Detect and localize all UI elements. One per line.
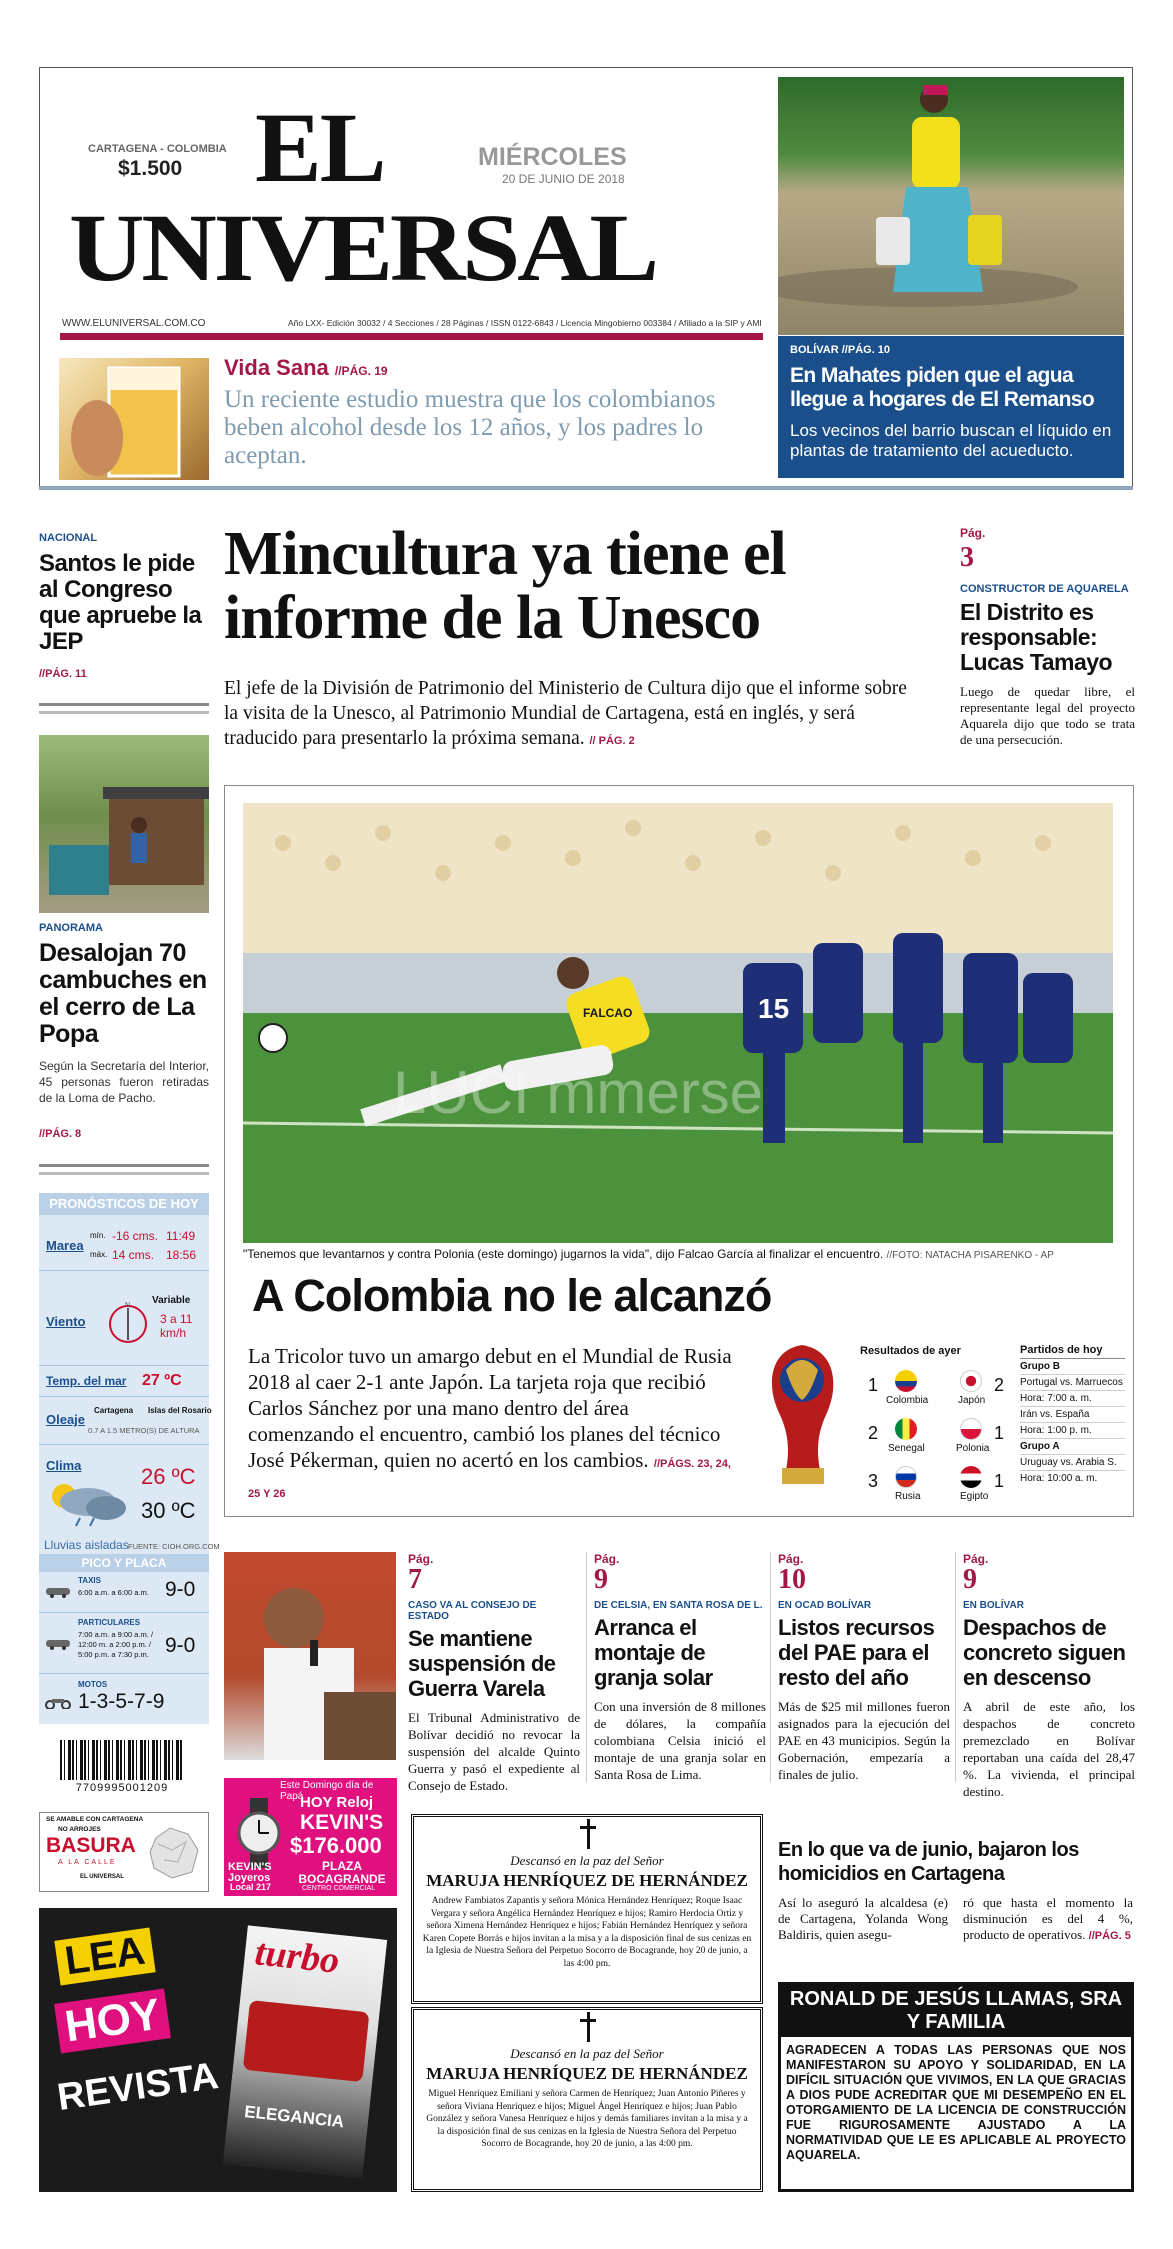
away-score-2: 1 xyxy=(994,1423,1005,1443)
homicidios-col1: Así lo aseguró la alcaldesa (e) de Cartagena, Yolanda Wong Baldiris, quien asegu- xyxy=(778,1895,948,1942)
right-headline[interactable]: El Distrito es responsable: Lucas Tamayo xyxy=(960,599,1113,675)
watch-icon xyxy=(232,1798,286,1868)
left-rule-2 xyxy=(39,711,209,714)
kevins-plaza: PLAZA BOCAGRANDE xyxy=(298,1859,386,1886)
magazine-cover xyxy=(223,1925,387,2178)
panorama-headline[interactable]: Desalojan 70 cambuches en el cerro de La Popa xyxy=(39,939,207,1048)
result-row-1 xyxy=(860,1365,1008,1409)
basura-line3: A LA CALLE xyxy=(58,1859,117,1866)
car-icon xyxy=(44,1636,72,1650)
marea-max-label: máx. xyxy=(90,1250,108,1259)
marea-label: Marea xyxy=(46,1238,84,1253)
obituary1-rest: Descansó en la paz del Señor xyxy=(510,1853,664,1868)
main-page[interactable]: // PÁG. 2 xyxy=(589,735,635,747)
story3-pag: 10 xyxy=(778,1564,806,1595)
forecast-source: FUENTE: CIOH.ORG.COM xyxy=(128,1542,220,1551)
fixture-2: Irán vs. España xyxy=(1020,1407,1125,1423)
motorcycle-icon xyxy=(44,1695,72,1709)
cross-icon-2 xyxy=(578,2012,598,2042)
crumpled-paper-icon xyxy=(148,1824,202,1882)
story4-kicker: EN BOLÍVAR xyxy=(963,1600,1024,1611)
viento-label: Viento xyxy=(46,1314,86,1329)
story1-headline: Se mantiene suspensión de Guerra Varela xyxy=(408,1626,556,1701)
pico-divider-2 xyxy=(39,1673,209,1674)
bottom-story-2[interactable] xyxy=(594,1552,766,1783)
obituary-2 xyxy=(411,2007,763,2192)
kevins-centro: CENTRO COMERCIAL xyxy=(302,1885,376,1892)
revista-word-1: LEA xyxy=(54,1928,155,1986)
fixture-3-time: Hora: 10:00 a. m. xyxy=(1020,1473,1098,1484)
nacional-headline[interactable]: Santos le pide al Congreso que apruebe la JEP xyxy=(39,550,202,655)
kevins-ad[interactable] xyxy=(224,1778,397,1896)
jersey-name: FALCAO xyxy=(583,1006,633,1020)
masthead-el: EL xyxy=(255,92,385,203)
viento-state: Variable xyxy=(152,1295,191,1306)
right-text: Luego de quedar libre, el representante legal del proyecto Aquarela dijo que todo se trata de una persecución. xyxy=(960,684,1135,747)
homicidios-page[interactable]: //PÁG. 5 xyxy=(1088,1930,1131,1942)
particulares-label: PARTICULARES xyxy=(78,1618,141,1627)
marea-divider xyxy=(39,1270,209,1271)
russia-flag-icon xyxy=(895,1466,917,1488)
story1-text: El Tribunal Administrativo de Bolívar decidió no revocar la suspensión del alcalde Quinto Guerra y pasó el expediente al Consejo de Estado. xyxy=(408,1710,580,1793)
obituary1-name: MARUJA HENRÍQUEZ DE HERNÁNDEZ xyxy=(426,1871,748,1890)
masthead-universal: UNIVERSAL xyxy=(69,194,656,301)
away-team-3: Egipto xyxy=(960,1491,989,1502)
egypt-flag-icon xyxy=(960,1466,982,1488)
match-illustration xyxy=(243,803,1113,1243)
left-rule-3 xyxy=(39,1164,209,1167)
panorama-page[interactable]: //PÁG. 8 xyxy=(39,1128,82,1140)
kevins-local: Local 217 xyxy=(230,1882,272,1892)
temp-mar-label: Temp. del mar xyxy=(46,1374,127,1388)
revista-ad[interactable] xyxy=(39,1908,397,2192)
story2-headline: Arranca el montaje de granja solar xyxy=(594,1615,713,1690)
rain-cloud-icon xyxy=(44,1480,128,1528)
story1-kicker: CASO VA AL CONSEJO DE ESTADO xyxy=(408,1600,537,1622)
clima-min: 26 ºC xyxy=(141,1464,196,1489)
group-a: Grupo A xyxy=(1020,1439,1125,1455)
homicidios-col2: ró que hasta el momento la disminución es del 4 %, producto de operativos. xyxy=(963,1895,1133,1942)
left-rule-4 xyxy=(39,1172,209,1175)
marea-max: 14 cms. xyxy=(112,1248,155,1262)
revista-word-2: HOY xyxy=(54,1988,171,2053)
panorama-text: Según la Secretaría del Interior, 45 personas fueron retiradas de la Loma de Pacho. xyxy=(39,1059,209,1105)
bolivar-kicker: BOLÍVAR //PÁG. 10 xyxy=(790,344,891,356)
fixture-3: Uruguay vs. Arabia S. xyxy=(1020,1455,1125,1471)
story3-pag-label: Pág. xyxy=(778,1552,804,1566)
result-row-3 xyxy=(860,1461,1008,1505)
vida-section-label: Vida Sana xyxy=(224,355,329,380)
price: $1.500 xyxy=(118,157,183,180)
obituary2-name: MARUJA HENRÍQUEZ DE HERNÁNDEZ xyxy=(426,2064,748,2083)
homicidios-headline[interactable]: En lo que va de junio, bajaron los homicidios en Cartagena xyxy=(778,1839,1079,1885)
basura-line1: SE AMABLE CON CARTAGENA xyxy=(46,1816,144,1823)
beer-glass-illustration xyxy=(59,358,209,480)
taxis-hours: 6:00 a.m. a 6:00 a.m. xyxy=(78,1588,149,1597)
caption-text: "Tenemos que levantarnos y contra Polonia (este domingo) jugarnos la vida", dijo Falcao García al finalizar el encuentro. xyxy=(243,1247,884,1261)
car-image xyxy=(243,2000,370,2082)
photo-credit: //FOTO: NATACHA PISARENKO - AP xyxy=(886,1250,1054,1261)
woman-carrying-water-illustration xyxy=(778,77,1124,335)
fixture-1: Portugal vs. Marruecos xyxy=(1020,1375,1125,1391)
vida-page[interactable]: //PÁG. 19 xyxy=(334,364,388,378)
obituary2-rest: Descansó en la paz del Señor xyxy=(510,2046,664,2061)
cross-icon-1 xyxy=(578,1819,598,1849)
story2-text: Con una inversión de 8 millones de dólares, la compañía colombiana Celsia inició el montaje de una granja solar en Santa Rosa de Lima. xyxy=(594,1699,766,1782)
bottom-story-1[interactable] xyxy=(408,1552,580,1794)
forecast-title: PRONÓSTICOS DE HOY xyxy=(39,1193,209,1215)
oleaje-text: 0.7 A 1.5 METRO(S) DE ALTURA xyxy=(88,1426,200,1435)
right-pag-num[interactable]: 3 xyxy=(960,542,974,573)
edition-info: Año LXX- Edición 30032 / 4 Secciones / 28 Páginas / ISSN 0122-6843 / Licencia Mingobierno 003384 / Afiliado a la SIP y AMI xyxy=(288,318,762,328)
main-text: El jefe de la División de Patrimonio del Ministerio de Cultura dijo que el informe sobre la visita de la Unesco, al Patrimonio Mundial de Cartagena, está en inglés, y será traducido para presentarlo la próxima semana. xyxy=(224,678,907,749)
left-rule-1 xyxy=(39,703,209,706)
basura-brand: EL UNIVERSAL xyxy=(80,1874,124,1880)
thanks-title: RONALD DE JESÚS LLAMAS, SRA Y FAMILIA xyxy=(781,1985,1131,2037)
world-cup-trophy-icon xyxy=(760,1340,845,1490)
sport-text: La Tricolor tuvo un amargo debut en el Mundial de Rusia 2018 al caer 2-1 ante Japón. La tarjeta roja que recibió Carlos Sánchez por una mano dentro del área comenzando el encuentro, cambió los planes del técnico José Pékerman, quien no acertó en los cambios. xyxy=(248,1344,732,1472)
story4-headline: Despachos de concreto siguen en descenso xyxy=(963,1615,1126,1690)
fixture-2-time: Hora: 1:00 p. m. xyxy=(1020,1423,1125,1439)
sport-text-block xyxy=(248,1343,738,1507)
home-team-1: Colombia xyxy=(886,1395,929,1406)
story1-pag-label: Pág. xyxy=(408,1552,434,1566)
fixture-1-time: Hora: 7:00 a. m. xyxy=(1020,1391,1125,1407)
thanks-text: AGRADECEN A TODAS LAS PERSONAS QUE NOS MANIFESTARON SU APOYO Y SOLIDARIDAD, EN LA DIFÍCIL SITUACIÓN QUE VIVIMOS, EN LA QUE GRACIAS A DIOS PUDE ACREDITAR QUE MI DESEMPEÑO EN EL OTORGAMIENTO DE LA LICENCIA DE CONSTRUCCIÓN FUE RIGUROSAMENTE AJUSTADO A LA NORMATIVIDAD QUE LE ES APLICABLE AL PROYECTO AQUARELA. xyxy=(786,2043,1126,2162)
website: WWW.ELUNIVERSAL.COM.CO xyxy=(62,318,206,329)
obituary-1 xyxy=(411,1814,763,2004)
bottom-story-3[interactable] xyxy=(778,1552,950,1783)
story4-pag-label: Pág. xyxy=(963,1552,989,1566)
water-photo xyxy=(778,77,1124,335)
story4-text: A abril de este año, los despachos de concreto premezclado en Bolívar reportaban una caída del 28,47 %. La vivienda, el principal destino. xyxy=(963,1699,1135,1799)
kevins-line1: Este Domingo día de Papá xyxy=(280,1780,374,1802)
oleaje-place-1: Cartagena xyxy=(94,1406,134,1415)
story2-pag: 9 xyxy=(594,1564,608,1595)
beer-photo xyxy=(59,358,209,480)
away-team-1: Japón xyxy=(958,1395,986,1406)
clima-max: 30 ºC xyxy=(141,1498,196,1523)
header-bottom-rule xyxy=(39,486,1133,490)
bottom-divider-3 xyxy=(955,1552,956,1782)
pico-divider-1 xyxy=(39,1612,209,1613)
bolivar-text: Los vecinos del barrio buscan el líquido en plantas de tratamiento del acueducto. xyxy=(790,421,1112,460)
motos-digits: 1-3-5-7-9 xyxy=(78,1690,165,1713)
sport-pages[interactable]: //PÁGS. 23, 24, 25 Y 26 xyxy=(248,1458,731,1500)
story2-kicker: DE CELSIA, EN SANTA ROSA DE L. xyxy=(594,1600,763,1611)
kevins-line2: HOY Reloj xyxy=(300,1794,374,1811)
oleaje-divider xyxy=(39,1444,209,1445)
sport-headline[interactable]: A Colombia no le alcanzó xyxy=(252,1270,772,1321)
senegal-flag-icon xyxy=(895,1418,917,1440)
magazine-name: turbo xyxy=(252,1931,342,1982)
particulares-digits: 9-0 xyxy=(165,1634,196,1657)
story3-headline: Listos recursos del PAE para el resto del año xyxy=(778,1615,935,1690)
results-table xyxy=(860,1365,1008,1505)
home-score-2: 2 xyxy=(868,1423,879,1443)
right-pag-label: Pág. xyxy=(960,526,986,540)
main-headline[interactable]: Mincultura ya tiene el informe de la Unesco xyxy=(224,520,786,652)
clima-label: Clima xyxy=(46,1458,82,1473)
location-label: CARTAGENA - COLOMBIA xyxy=(88,143,227,155)
photo-caption xyxy=(243,1247,1123,1261)
bottom-story-4[interactable] xyxy=(963,1552,1135,1800)
man-speaking-illustration xyxy=(224,1552,396,1760)
marea-min: -16 cms. xyxy=(112,1229,159,1243)
oleaje-place-2: Islas del Rosario xyxy=(148,1406,212,1415)
kevins-price: $176.000 xyxy=(290,1833,382,1858)
clima-desc: Lluvias aisladas xyxy=(44,1538,129,1552)
basura-word: BASURA xyxy=(46,1834,136,1857)
pico-title: PICO Y PLACA xyxy=(39,1554,209,1572)
japan-flag-icon xyxy=(960,1370,982,1392)
oleaje-label: Oleaje xyxy=(46,1412,86,1427)
right-kicker: CONSTRUCTOR DE AQUARELA xyxy=(960,583,1129,595)
homicidios-col2-block xyxy=(963,1895,1133,1944)
motos-label: MOTOS xyxy=(78,1680,108,1689)
magazine-cover-line: ELEGANCIA xyxy=(243,2102,346,2132)
home-team-3: Rusia xyxy=(895,1491,921,1502)
taxis-label: TAXIS xyxy=(78,1576,101,1585)
fixtures xyxy=(1020,1343,1125,1486)
away-team-2: Polonia xyxy=(956,1443,990,1454)
revista-word-3: REVISTA xyxy=(54,2054,221,2120)
bottom-divider-1 xyxy=(586,1552,587,1782)
taxi-icon xyxy=(44,1584,72,1598)
away-score-3: 1 xyxy=(994,1471,1005,1491)
compass-icon xyxy=(104,1300,152,1348)
group-b: Grupo B xyxy=(1020,1359,1125,1375)
results-title: Resultados de ayer xyxy=(860,1345,961,1357)
basura-line2: NO ARROJES xyxy=(58,1826,101,1833)
viento-divider xyxy=(39,1365,209,1366)
barcode-icon xyxy=(60,1740,184,1780)
obituary1-text: Andrew Fambiatos Zapantis y señora Mónica Hernández Henríquez; Roque Isaac Vergara y señora Angélica Hernández Henríquez e hijos; Ramiro Herdocia Ortiz y señora Ximena Hernández Henríquez e hijos; Fabián Hernández Henríquez y señora Karen Copete Borrás e hijos invitan a la misa y a la disposición final de sus cenizas en la Iglesia de Nuestra Señora del Perpetuo Socorro de Bocagrande, hoy 20 de junio, a las 4:00 pm. xyxy=(422,1896,752,1969)
marea-max-time: 18:56 xyxy=(166,1248,197,1262)
nacional-page[interactable]: //PÁG. 11 xyxy=(39,668,87,680)
kevins-brand: KEVIN'S xyxy=(300,1811,384,1834)
bolivar-headline[interactable]: En Mahates piden que el agua llegue a hogares de El Remanso xyxy=(790,364,1095,411)
jersey-number: 15 xyxy=(758,993,790,1024)
shack-illustration xyxy=(39,735,209,913)
story3-kicker: EN OCAD BOLÍVAR xyxy=(778,1600,872,1611)
panorama-kicker: PANORAMA xyxy=(39,922,103,934)
vida-teaser-text[interactable]: Un reciente estudio muestra que los colombianos beben alcohol desde los 12 años, y los padres lo aceptan. xyxy=(224,386,716,469)
speaker-photo xyxy=(224,1552,396,1760)
story4-pag: 9 xyxy=(963,1564,977,1595)
nacional-kicker: NACIONAL xyxy=(39,532,98,544)
fixtures-title: Partidos de hoy xyxy=(1020,1343,1125,1359)
away-score-1: 2 xyxy=(994,1375,1005,1395)
home-score-1: 1 xyxy=(868,1375,879,1395)
bottom-divider-2 xyxy=(770,1552,771,1782)
story3-text: Más de $25 mil millones fueron asignados para la ejecución del PAE en 43 municipios. Según la Gobernación, empezaría a finales de julio. xyxy=(778,1699,950,1782)
poland-flag-icon xyxy=(960,1418,982,1440)
particulares-hours: 7:00 a.m. a 9:00 a.m. / 12:00 m. a 2:00 p.m. / 5:00 p.m. a 7:30 p.m. xyxy=(78,1630,154,1659)
temp-mar: 27 ºC xyxy=(142,1372,182,1389)
svg-text:N: N xyxy=(125,1302,131,1309)
story2-pag-label: Pág. xyxy=(594,1552,620,1566)
cambuches-photo xyxy=(39,735,209,913)
match-photo xyxy=(243,803,1113,1243)
barcode-number: 7709995001209 xyxy=(75,1782,169,1794)
kevins-logo: KEVIN'S Joyeros xyxy=(228,1861,272,1884)
vida-section xyxy=(224,355,388,381)
main-text-block xyxy=(224,676,924,754)
marea-min-label: mín. xyxy=(90,1231,106,1240)
masthead-red-rule xyxy=(60,333,763,340)
marea-min-time: 11:49 xyxy=(166,1229,196,1243)
home-score-3: 3 xyxy=(868,1471,879,1491)
temp-divider xyxy=(39,1396,209,1397)
obituary2-text: Miguel Henríquez Emiliani y señora Carmen de Henríquez; Juan Antonio Piñeres y señora Viviana Henríquez e hijos; Miguel Ángel Henríquez e hijos; Juan Pablo González y señora Vanesa Henríquez e hijos y demás familiares invitan a la misa y a la disposición final de sus cenizas en la Iglesia de Nuestra Señora del Perpetuo Socorro de Bocagrande, hoy 20 de junio, a las 4:00 pm. xyxy=(426,2089,748,2149)
story1-pag: 7 xyxy=(408,1564,422,1595)
result-row-2 xyxy=(860,1413,1008,1457)
viento-speed: 3 a 11 km/h xyxy=(160,1312,193,1340)
date-label: 20 DE JUNIO DE 2018 xyxy=(502,172,625,186)
day-label: MIÉRCOLES xyxy=(478,143,627,171)
home-team-2: Senegal xyxy=(888,1443,925,1454)
colombia-flag-icon xyxy=(895,1370,917,1392)
taxis-digits: 9-0 xyxy=(165,1578,196,1601)
stadium-banner: LUCI mmerse xyxy=(393,1059,764,1126)
